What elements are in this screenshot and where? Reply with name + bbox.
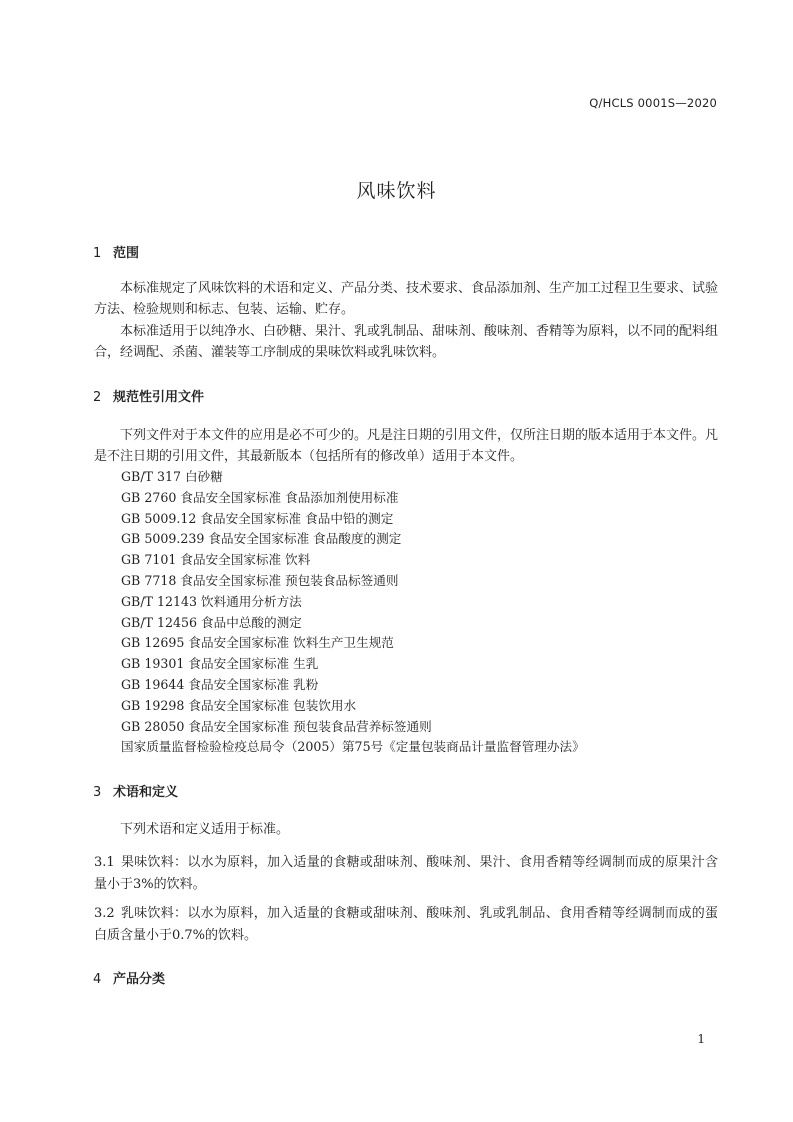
reference-item: GB/T 317 白砂糖 xyxy=(121,469,223,484)
section-heading-scope xyxy=(93,242,139,261)
scope-paragraph-2: 本标准适用于以纯净水、白砂糖、果汁、乳或乳制品、甜味剂、酸味剂、香精等为原料，以不同的配料组合，经调配、杀菌、灌装等工序制成的果味饮料或乳味饮料。 xyxy=(94,324,719,360)
section-number: 4 xyxy=(93,972,102,987)
reference-item: GB/T 12143 饮料通用分析方法 xyxy=(121,593,302,609)
reference-item: GB 2760 食品安全国家标准 食品添加剂使用标准 xyxy=(121,489,399,505)
reference-item: GB 19298 食品安全国家标准 包装饮用水 xyxy=(121,697,357,713)
section-number: 2 xyxy=(93,390,102,405)
reference-item: GB 28050 食品安全国家标准 预包装食品营养标签通则 xyxy=(121,718,432,734)
term-number: 3.2 xyxy=(94,906,115,921)
reference-item: GB/T 12456 食品中总酸的测定 xyxy=(121,614,302,630)
term-number: 3.1 xyxy=(94,855,115,870)
reference-item: GB 12695 食品安全国家标准 饮料生产卫生规范 xyxy=(121,635,394,651)
reference-list xyxy=(121,467,585,758)
term-definition xyxy=(94,903,718,947)
reference-item: GB 7101 食品安全国家标准 饮料 xyxy=(121,552,311,568)
section-heading-terms xyxy=(93,781,178,800)
section-heading-references xyxy=(93,386,204,405)
document-code: Q/HCLS 0001S—2020 xyxy=(589,96,717,110)
term-text: 果味饮料：以水为原料，加入适量的食糖或甜味剂、酸味剂、果汁、食用香精等经调制而成的原果汁含量小于3%的饮料。 xyxy=(94,855,718,892)
section-title: 术语和定义 xyxy=(113,785,179,800)
page-number: 1 xyxy=(697,1032,705,1046)
references-intro: 下列文件对于本文件的应用是必不可少的。凡是注日期的引用文件，仅所注日期的版本适用于本文件。凡是不注日期的引用文件，其最新版本（包括所有的修改单）适用于本文件。 xyxy=(94,428,719,464)
section-heading-classification xyxy=(93,968,165,987)
section-number: 3 xyxy=(93,785,102,800)
section-title: 范围 xyxy=(113,246,140,261)
reference-item: GB 5009.239 食品安全国家标准 食品酸度的测定 xyxy=(121,531,402,547)
reference-item: GB 19644 食品安全国家标准 乳粉 xyxy=(121,676,319,692)
section-title: 产品分类 xyxy=(113,972,166,987)
terms-intro: 下列术语和定义适用于标准。 xyxy=(120,822,290,837)
reference-item: GB 19301 食品安全国家标准 生乳 xyxy=(121,656,319,672)
section-title: 规范性引用文件 xyxy=(113,390,205,405)
term-text: 乳味饮料：以水为原料，加入适量的食糖或甜味剂、酸味剂、乳或乳制品、食用香精等经调制而成的蛋白质含量小于0.7%的饮料。 xyxy=(94,906,718,943)
reference-item: 国家质量监督检验检疫总局令（2005）第75号《定量包装商品计量监督管理办法》 xyxy=(121,739,585,755)
term-definition xyxy=(94,852,718,896)
reference-item: GB 5009.12 食品安全国家标准 食品中铅的测定 xyxy=(121,510,394,526)
document-title: 风味饮料 xyxy=(356,180,437,202)
reference-item: GB 7718 食品安全国家标准 预包装食品标签通则 xyxy=(121,572,399,588)
section-number: 1 xyxy=(93,246,102,261)
scope-paragraph-1: 本标准规定了风味饮料的术语和定义、产品分类、技术要求、食品添加剂、生产加工过程卫生要求、试验方法、检验规则和标志、包装、运输、贮存。 xyxy=(94,281,719,317)
